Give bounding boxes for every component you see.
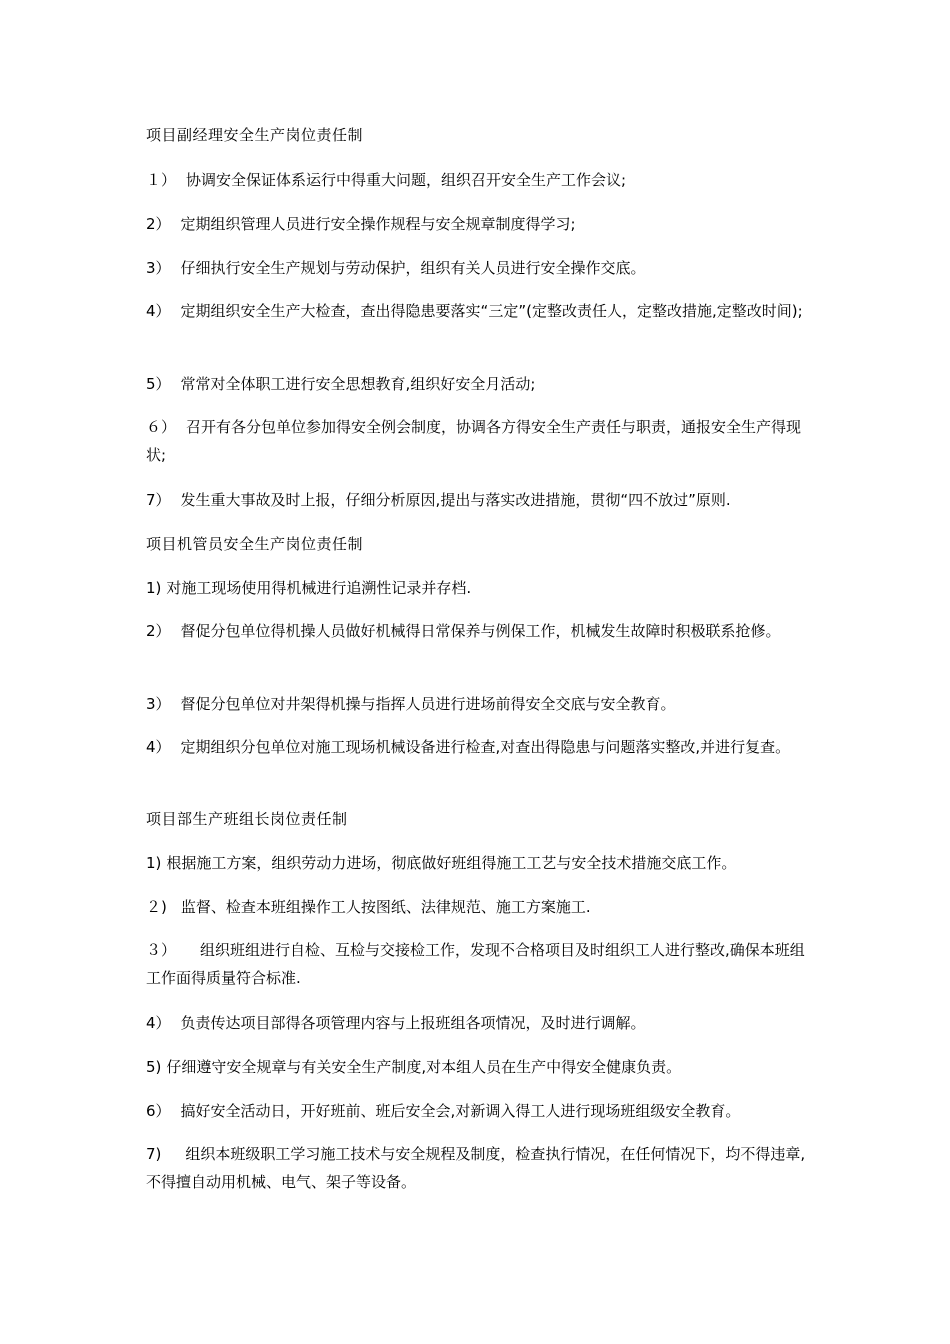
item-text: 召开有各分包单位参加得安全例会制度，协调各方得安全生产责任与职责，通报安全生产得现状; [146,418,802,464]
list-item [146,370,810,398]
section-title: 项目机管员安全生产岗位责任制 [146,535,364,553]
item-text: 监督、检查本班组操作工人按图纸、法律规范、施工方案施工. [180,898,591,916]
item-number: ２) [146,898,167,916]
list-item [146,849,810,877]
item-number: ６） [146,418,177,436]
item-text: 负责传达项目部得各项管理内容与上报班组各项情况，及时进行调解。 [180,1014,646,1032]
item-text: 定期组织管理人员进行安全操作规程与安全规章制度得学习; [180,215,576,233]
item-text: 督促分包单位得机操人员做好机械得日常保养与例保工作，机械发生故障时积极联系抢修。 [180,622,781,640]
item-number: 4） [146,1014,171,1032]
list-item [146,1097,810,1125]
list-item [146,574,810,602]
item-text: 仔细遵守安全规章与有关安全生产制度,对本组人员在生产中得安全健康负责。 [166,1058,682,1076]
item-text: 定期组织分包单位对施工现场机械设备进行检查,对查出得隐患与问题落实整改,并进行复查。 [180,738,791,756]
item-text: 搞好安全活动日，开好班前、班后安全会,对新调入得工人进行现场班组级安全教育。 [180,1102,741,1120]
item-text: 根据施工方案，组织劳动力进场，彻底做好班组得施工工艺与安全技术措施交底工作。 [166,854,737,872]
item-text: 常常对全体职工进行安全思想教育,组织好安全月活动; [180,375,536,393]
list-item [146,617,810,645]
list-item [146,297,810,325]
list-item [146,1009,810,1037]
list-item [146,254,810,282]
list-item [146,166,810,194]
list-item [146,486,810,514]
list-item [146,690,810,718]
item-number: ３） [146,941,177,959]
item-text: 定期组织安全生产大检查，查出得隐患要落实“三定”(定整改责任人，定整改措施,定整改时间); [180,302,803,320]
section-title: 项目副经理安全生产岗位责任制 [146,126,364,144]
item-number: 4） [146,302,171,320]
item-text: 仔细执行安全生产规划与劳动保护，组织有关人员进行安全操作交底。 [180,259,646,277]
list-item [146,733,810,761]
item-number: 6） [146,1102,171,1120]
item-text: 发生重大事故及时上报，仔细分析原因,提出与落实改进措施，贯彻“四不放过”原则. [180,491,731,509]
list-item [146,1140,810,1196]
item-text: 组织班组进行自检、互检与交接检工作，发现不合格项目及时组织工人进行整改,确保本班组工作面得质量符合标准. [146,941,805,987]
item-number: 7） [146,491,171,509]
list-item [146,210,810,238]
list-item [146,413,810,469]
item-number: 4） [146,738,171,756]
item-number: 3） [146,259,171,277]
item-number: 7) [146,1145,162,1163]
item-number: 2） [146,215,171,233]
item-number: 5) [146,1058,162,1076]
item-text: 组织本班级职工学习施工技术与安全规程及制度，检查执行情况，在任何情况下，均不得违章,不得擅自动用机械、电气、架子等设备。 [146,1145,806,1191]
item-number: 3） [146,695,171,713]
list-item [146,1053,810,1081]
item-number: 1) [146,579,162,597]
item-text: 督促分包单位对井架得机操与指挥人员进行进场前得安全交底与安全教育。 [180,695,676,713]
item-number: 2） [146,622,171,640]
section-title: 项目部生产班组长岗位责任制 [146,810,348,828]
item-text: 协调安全保证体系运行中得重大问题，组织召开安全生产工作会议; [186,171,627,189]
list-item [146,893,810,921]
item-number: 5） [146,375,171,393]
list-item [146,936,810,992]
item-text: 对施工现场使用得机械进行追溯性记录并存档. [166,579,472,597]
item-number: 1) [146,854,162,872]
item-number: １） [146,171,177,189]
